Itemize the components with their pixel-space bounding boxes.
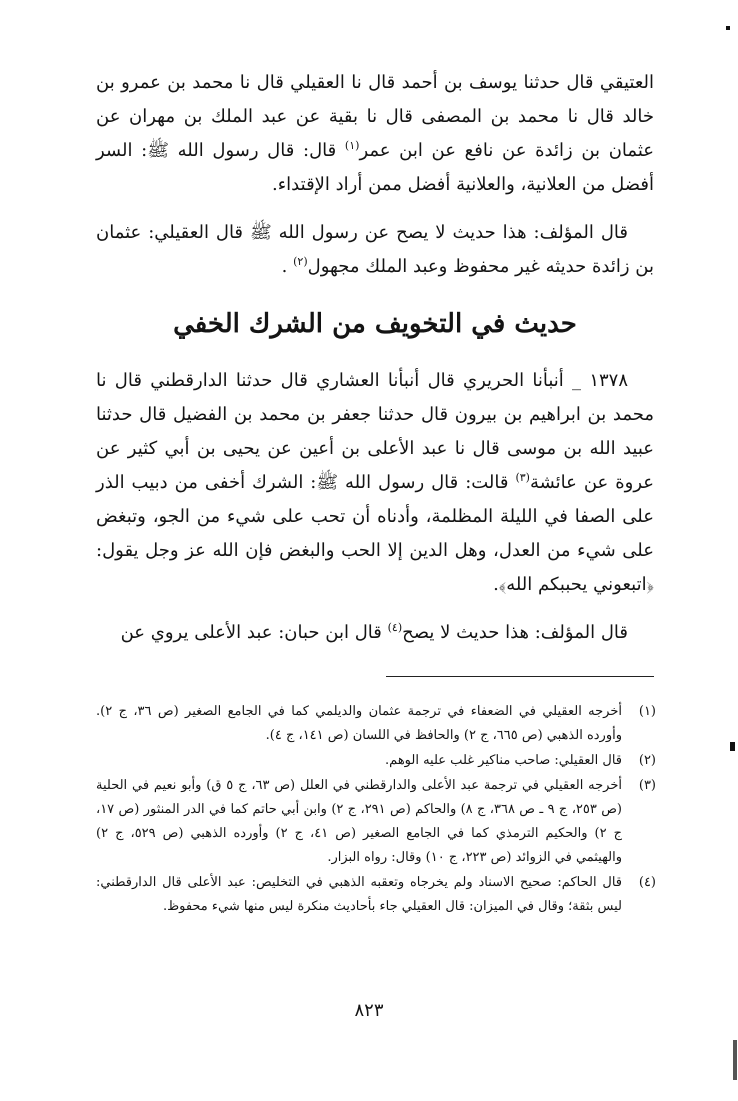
- footnote-text: قال العقيلي: صاحب مناكير غلب عليه الوهم.: [385, 753, 622, 768]
- footnotes: [96, 700, 656, 920]
- paragraph-1-text: العتيقي قال حدثنا يوسف بن أحمد قال نا العقيلي قال نا محمد بن عمرو بن خالد قال نا محمد بن المصفى قال نا بقية عن عبد الملك بن مهران عن عثمان بن زائدة عن نافع عن ابن عمر: [96, 72, 654, 161]
- footnote: [96, 749, 656, 773]
- footnote-number: (١): [638, 704, 656, 719]
- footnote-ref-3: (٣): [515, 471, 530, 484]
- footnote: [96, 774, 656, 870]
- hadith-text-1: أنبأنا الحريري قال أنبأنا العشاري قال حدثنا الدارقطني قال نا محمد بن ابراهيم بن بيرون قال حدثنا جعفر بن محمد بن الفضيل قال حدثنا عبيد الله بن موسى قال نا عبد الأعلى بن أعين عن يحيى بن أبي كثير عن عروة عن عائشة: [96, 370, 654, 493]
- closing-paragraph: [96, 616, 654, 650]
- scan-speck: [733, 1040, 737, 1080]
- paragraph-1: [96, 66, 654, 202]
- footnote-number: (٤): [638, 875, 656, 890]
- hadith-text-2: قالت: قال رسول الله ﷺ: الشرك أخفى من دبيب الذر على الصفا في الليلة المظلمة، وأدناه أن تحب على شيء من الجو، وتبغض على شيء من العدل، وهل الدين إلا الحب والبغض فإن الله عز وجل يقول: ﴿اتبعوني يحببكم الله﴾.: [96, 472, 654, 595]
- hadith-number: ١٣٧٨: [589, 370, 628, 391]
- footnote-text: قال الحاكم: صحيح الاسناد ولم يخرجاه وتعقبه الذهبي في التخليص: عبد الأعلى قال الدارقطني: ليس بثقة؛ وقال في الميزان: قال العقيلي جاء بأحاديث منكرة ليس منها شيء محفوظ.: [96, 875, 622, 914]
- paragraph-1-tail: قال: قال رسول الله ﷺ: السر أفضل من العلانية، والعلانية أفضل ممن أراد الإقتداء.: [96, 140, 654, 195]
- scan-speck: [730, 742, 735, 751]
- footnote: [96, 700, 656, 748]
- scan-speck: [726, 26, 730, 30]
- paragraph-2-text: قال المؤلف: هذا حديث لا يصح عن رسول الله ﷺ قال العقيلي: عثمان بن زائدة حديثه غير محفوظ وعبد الملك مجهول: [96, 222, 654, 277]
- footnote-text: أخرجه العقيلي في ترجمة عبد الأعلى والدارقطني في العلل (ص ٦٣، ج ٥ ق) وأبو نعيم في الحلية (ص ٢٥٣، ج ٩ ـ ص ٣٦٨، ج ٨) والحاكم (ص ٢٩١، ج ٢) وابن أبي حاتم كما في الدر المنثور (ص ١٧، ج ٢) والحكيم الترمذي كما في الجامع الصغير (ص ٤١، ج ٢) وأورده الذهبي (ص ٥٢٩، ج ٢) والهيثمي في الزوائد (ص ٢٢٣، ج ١٠) وقال: رواه البزار.: [96, 778, 623, 865]
- paragraph-2: [96, 216, 654, 284]
- closing-text-2: قال ابن حبان: عبد الأعلى يروي عن: [120, 622, 382, 643]
- page-number: ٨٢٣: [354, 1000, 384, 1021]
- footnote-text: أخرجه العقيلي في الضعفاء في ترجمة عثمان والديلمي كما في الجامع الصغير (ص ٣٦، ج ٢). وأورده الذهبي (ص ٦٦٥، ج ٢) والحافظ في اللسان (ص ١٤١، ج ٤).: [96, 704, 623, 743]
- hadith-dash: _: [563, 370, 590, 391]
- section-heading: حديث في التخويف من الشرك الخفي: [173, 309, 577, 339]
- footnote-ref-2: (٢): [293, 255, 308, 268]
- footnote-ref-4: (٤): [387, 621, 403, 634]
- paragraph-2-end: .: [281, 256, 294, 277]
- main-text-hadith: [96, 364, 654, 650]
- footnote-number: (٣): [638, 778, 656, 793]
- footnote-ref-1: (١): [344, 139, 360, 152]
- closing-text-1: قال المؤلف: هذا حديث لا يصح: [402, 622, 628, 643]
- footnote-number: (٢): [638, 753, 656, 768]
- main-text-top: [96, 66, 654, 284]
- footnote-separator: [386, 676, 654, 677]
- hadith-paragraph: [96, 364, 654, 602]
- footnote: [96, 871, 656, 919]
